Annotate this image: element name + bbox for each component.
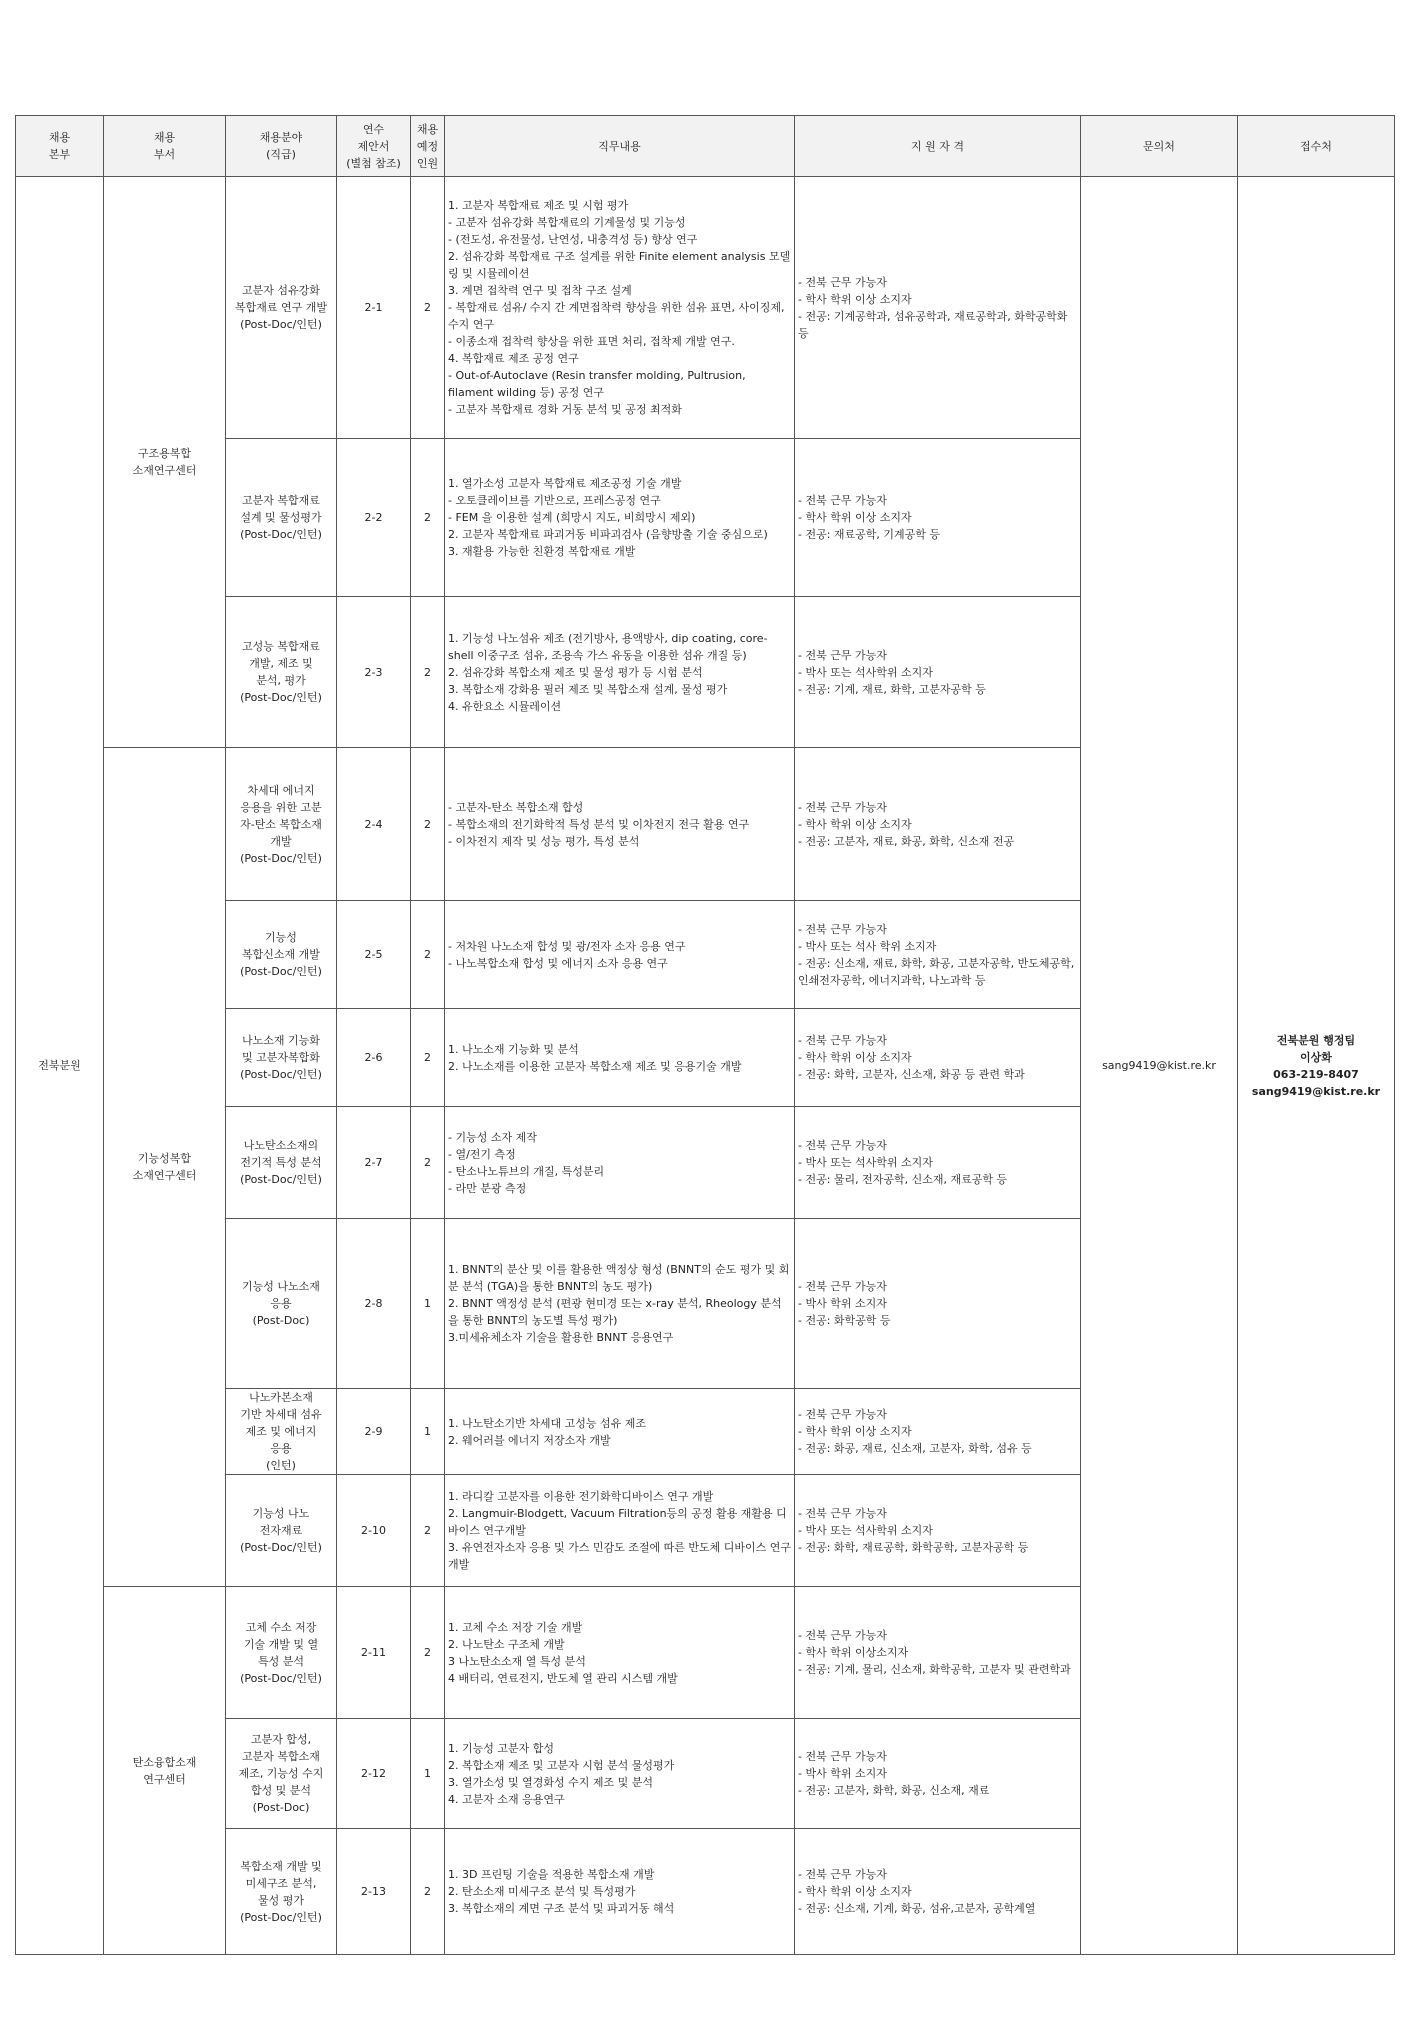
count-cell: 2 bbox=[411, 597, 445, 748]
code-cell: 2-6 bbox=[337, 1009, 411, 1107]
field-cell: 복합소재 개발 및 미세구조 분석, 물성 평가 (Post-Doc/인턴) bbox=[226, 1829, 337, 1955]
qualification-cell: - 전북 근무 가능자 - 학사 학위 이상 소지자 - 전공: 신소재, 기계, 화공, 섬유,고분자, 공학계열 bbox=[795, 1829, 1081, 1955]
qualification-cell: - 전북 근무 가능자 - 박사 또는 석사학위 소지자 - 전공: 기계, 재료, 화학, 고분자공학 등 bbox=[795, 597, 1081, 748]
field-cell: 기능성 복합신소재 개발 (Post-Doc/인턴) bbox=[226, 901, 337, 1009]
qualification-cell: - 전북 근무 가능자 - 학사 학위 이상 소지자 - 전공: 화학, 고분자, 신소재, 화공 등 관련 학과 bbox=[795, 1009, 1081, 1107]
headquarters-cell: 전북분원 bbox=[16, 177, 104, 1955]
code-cell: 2-13 bbox=[337, 1829, 411, 1955]
duty-cell: 1. 기능성 나노섬유 제조 (전기방사, 용액방사, dip coating, core-shell 이중구조 섬유, 조용속 가스 유동을 이용한 섬유 개질 등) 2. 섬유강화 복합소재 제조 및 물성 평가 등 시험 분석 3. 복합소재 강화용 필러 제조 및 복합소재 설계, 물성 평가 4. 유한요소 시뮬레이션 bbox=[445, 597, 795, 748]
duty-cell: 1. BNNT의 분산 및 이를 활용한 액정상 형성 (BNNT의 순도 평가 및 회분 분석 (TGA)을 통한 BNNT의 농도 평가) 2. BNNT 액정성 분석 (편광 현미경 또는 x-ray 분석, Rheology 분석을 통한 BNNT의 농도별 특성 평가) 3.미세유체소자 기술을 활용한 BNNT 응용연구 bbox=[445, 1219, 795, 1389]
code-cell: 2-4 bbox=[337, 748, 411, 901]
qualification-cell: - 전북 근무 가능자 - 학사 학위 이상 소지자 - 전공: 고분자, 재료, 화공, 화학, 신소재 전공 bbox=[795, 748, 1081, 901]
department-cell: 구조용복합 소재연구센터 bbox=[104, 177, 226, 748]
header-field: 채용분야 (직급) bbox=[226, 116, 337, 177]
header-proposal: 연수 제안서 (별첨 참조) bbox=[337, 116, 411, 177]
count-cell: 2 bbox=[411, 1587, 445, 1719]
duty-cell: 1. 나노소재 기능화 및 분석 2. 나노소재를 이용한 고분자 복합소재 제조 및 응용기술 개발 bbox=[445, 1009, 795, 1107]
count-cell: 2 bbox=[411, 1107, 445, 1219]
qualification-cell: - 전북 근무 가능자 - 학사 학위 이상 소지자 - 전공: 기계공학과, 섬유공학과, 재료공학과, 화학공학화 등 bbox=[795, 177, 1081, 439]
header-inquiry: 문의처 bbox=[1081, 116, 1238, 177]
qualification-cell: - 전북 근무 가능자 - 박사 또는 석사 학위 소지자 - 전공: 신소재, 재료, 화학, 화공, 고분자공학, 반도체공학, 인쇄전자공학, 에너지과학, 나노과학 등 bbox=[795, 901, 1081, 1009]
count-cell: 1 bbox=[411, 1219, 445, 1389]
count-cell: 2 bbox=[411, 901, 445, 1009]
field-cell: 나노카본소재 기반 차세대 섬유 제조 및 에너지 응용 (인턴) bbox=[226, 1389, 337, 1475]
code-cell: 2-2 bbox=[337, 439, 411, 597]
field-cell: 고분자 복합재료 설계 및 물성평가 (Post-Doc/인턴) bbox=[226, 439, 337, 597]
duty-cell: - 고분자-탄소 복합소재 합성 - 복합소재의 전기화학적 특성 분석 및 이차전지 전극 활용 연구 - 이차전지 제작 및 성능 평가, 특성 분석 bbox=[445, 748, 795, 901]
code-cell: 2-1 bbox=[337, 177, 411, 439]
header-reception: 접수처 bbox=[1238, 116, 1395, 177]
qualification-cell: - 전북 근무 가능자 - 학사 학위 이상 소지자 - 전공: 재료공학, 기계공학 등 bbox=[795, 439, 1081, 597]
field-cell: 차세대 에너지 응용을 위한 고분 자-탄소 복합소재 개발 (Post-Doc/인턴) bbox=[226, 748, 337, 901]
qualification-cell: - 전북 근무 가능자 - 박사 또는 석사학위 소지자 - 전공: 물리, 전자공학, 신소재, 재료공학 등 bbox=[795, 1107, 1081, 1219]
reception-contact: 전북분원 행정팀 이상화 063-219-8407 sang9419@kist.re.kr bbox=[1238, 177, 1395, 1955]
header-qualification: 지 원 자 격 bbox=[795, 116, 1081, 177]
duty-cell: - 기능성 소자 제작 - 열/전기 측정 - 탄소나노튜브의 개질, 특성분리 - 라만 분광 측정 bbox=[445, 1107, 795, 1219]
duty-cell: - 저차원 나노소재 합성 및 광/전자 소자 응용 연구 - 나노복합소재 합성 및 에너지 소자 응용 연구 bbox=[445, 901, 795, 1009]
code-cell: 2-10 bbox=[337, 1475, 411, 1587]
qualification-cell: - 전북 근무 가능자 - 박사 학위 소지자 - 전공: 고분자, 화학, 화공, 신소재, 재료 bbox=[795, 1719, 1081, 1829]
field-cell: 고분자 섬유강화 복합재료 연구 개발 (Post-Doc/인턴) bbox=[226, 177, 337, 439]
count-cell: 2 bbox=[411, 748, 445, 901]
header-headquarters: 채용 본부 bbox=[16, 116, 104, 177]
field-cell: 나노탄소소재의 전기적 특성 분석 (Post-Doc/인턴) bbox=[226, 1107, 337, 1219]
department-cell: 기능성복합 소재연구센터 bbox=[104, 748, 226, 1587]
department-cell: 탄소융합소재 연구센터 bbox=[104, 1587, 226, 1955]
duty-cell: 1. 고체 수소 저장 기술 개발 2. 나노탄소 구조체 개발 3 나노탄소소재 열 특성 분석 4 배터리, 연료전지, 반도체 열 관리 시스템 개발 bbox=[445, 1587, 795, 1719]
field-cell: 고성능 복합재료 개발, 제조 및 분석, 평가 (Post-Doc/인턴) bbox=[226, 597, 337, 748]
header-department: 채용 부서 bbox=[104, 116, 226, 177]
count-cell: 1 bbox=[411, 1389, 445, 1475]
count-cell: 2 bbox=[411, 1829, 445, 1955]
field-cell: 고체 수소 저장 기술 개발 및 열 특성 분석 (Post-Doc/인턴) bbox=[226, 1587, 337, 1719]
header-duty: 직무내용 bbox=[445, 116, 795, 177]
header-row bbox=[16, 116, 1395, 177]
count-cell: 2 bbox=[411, 1009, 445, 1107]
duty-cell: 1. 고분자 복합재료 제조 및 시험 평가 - 고분자 섬유강화 복합재료의 기계물성 및 기능성 - (전도성, 유전물성, 난연성, 내충격성 등) 향상 연구 2. 섬유강화 복합재료 구조 설계를 위한 Finite element analysis 모델링 및 시뮬레이션 3. 계면 접착력 연구 및 접착 구조 설계 - 복합재료 섬유/ 수지 간 계면접착력 향상을 위한 섬유 표면, 사이징제, 수지 연구 - 이종소재 접착력 향상을 위한 표면 처리, 접착제 개발 연구. 4. 복합재료 제조 공정 연구 - Out-of-Autoclave (Resin transfer molding, Pultrusion, filament wilding 등) 공정 연구 - 고분자 복합재료 경화 거동 분석 및 공정 최적화 bbox=[445, 177, 795, 439]
code-cell: 2-8 bbox=[337, 1219, 411, 1389]
duty-cell: 1. 기능성 고분자 합성 2. 복합소재 제조 및 고분자 시험 분석 물성평가 3. 열가소성 및 열경화성 수지 제조 및 분석 4. 고분자 소재 응용연구 bbox=[445, 1719, 795, 1829]
field-cell: 나노소재 기능화 및 고분자복합화 (Post-Doc/인턴) bbox=[226, 1009, 337, 1107]
count-cell: 2 bbox=[411, 1475, 445, 1587]
inquiry-email[interactable]: sang9419@kist.re.kr bbox=[1081, 177, 1238, 1955]
code-cell: 2-12 bbox=[337, 1719, 411, 1829]
field-cell: 기능성 나노 전자재료 (Post-Doc/인턴) bbox=[226, 1475, 337, 1587]
header-count: 채용 예정 인원 bbox=[411, 116, 445, 177]
field-cell: 기능성 나노소재 응용 (Post-Doc) bbox=[226, 1219, 337, 1389]
code-cell: 2-11 bbox=[337, 1587, 411, 1719]
code-cell: 2-5 bbox=[337, 901, 411, 1009]
qualification-cell: - 전북 근무 가능자 - 박사 학위 소지자 - 전공: 화학공학 등 bbox=[795, 1219, 1081, 1389]
duty-cell: 1. 열가소성 고분자 복합재료 제조공정 기술 개발 - 오토클레이브를 기반으로, 프레스공정 연구 - FEM 을 이용한 설계 (희망시 지도, 비희망시 제외) 2. 고분자 복합재료 파괴거동 비파괴검사 (음향방출 기술 중심으로) 3. 재활용 가능한 친환경 복합재료 개발 bbox=[445, 439, 795, 597]
duty-cell: 1. 3D 프린팅 기술을 적용한 복합소재 개발 2. 탄소소재 미세구조 분석 및 특성평가 3. 복합소재의 계면 구조 분석 및 파괴거동 해석 bbox=[445, 1829, 795, 1955]
qualification-cell: - 전북 근무 가능자 - 학사 학위 이상 소지자 - 전공: 화공, 재료, 신소재, 고분자, 화학, 섬유 등 bbox=[795, 1389, 1081, 1475]
count-cell: 1 bbox=[411, 1719, 445, 1829]
qualification-cell: - 전북 근무 가능자 - 박사 또는 석사학위 소지자 - 전공: 화학, 재료공학, 화학공학, 고분자공학 등 bbox=[795, 1475, 1081, 1587]
code-cell: 2-3 bbox=[337, 597, 411, 748]
code-cell: 2-9 bbox=[337, 1389, 411, 1475]
table-row bbox=[16, 177, 1395, 439]
duty-cell: 1. 나노탄소기반 차세대 고성능 섬유 제조 2. 웨어러블 에너지 저장소자 개발 bbox=[445, 1389, 795, 1475]
recruitment-table bbox=[15, 115, 1395, 1955]
duty-cell: 1. 라디칼 고분자를 이용한 전기화학디바이스 연구 개발 2. Langmuir-Blodgett, Vacuum Filtration등의 공정 활용 재활용 디바이스 연구개발 3. 유연전자소자 응용 및 가스 민감도 조절에 따른 반도체 디바이스 연구개발 bbox=[445, 1475, 795, 1587]
count-cell: 2 bbox=[411, 439, 445, 597]
code-cell: 2-7 bbox=[337, 1107, 411, 1219]
count-cell: 2 bbox=[411, 177, 445, 439]
qualification-cell: - 전북 근무 가능자 - 학사 학위 이상소지자 - 전공: 기계, 물리, 신소재, 화학공학, 고분자 및 관련학과 bbox=[795, 1587, 1081, 1719]
field-cell: 고분자 합성, 고분자 복합소재 제조, 기능성 수지 합성 및 분석 (Post-Doc) bbox=[226, 1719, 337, 1829]
